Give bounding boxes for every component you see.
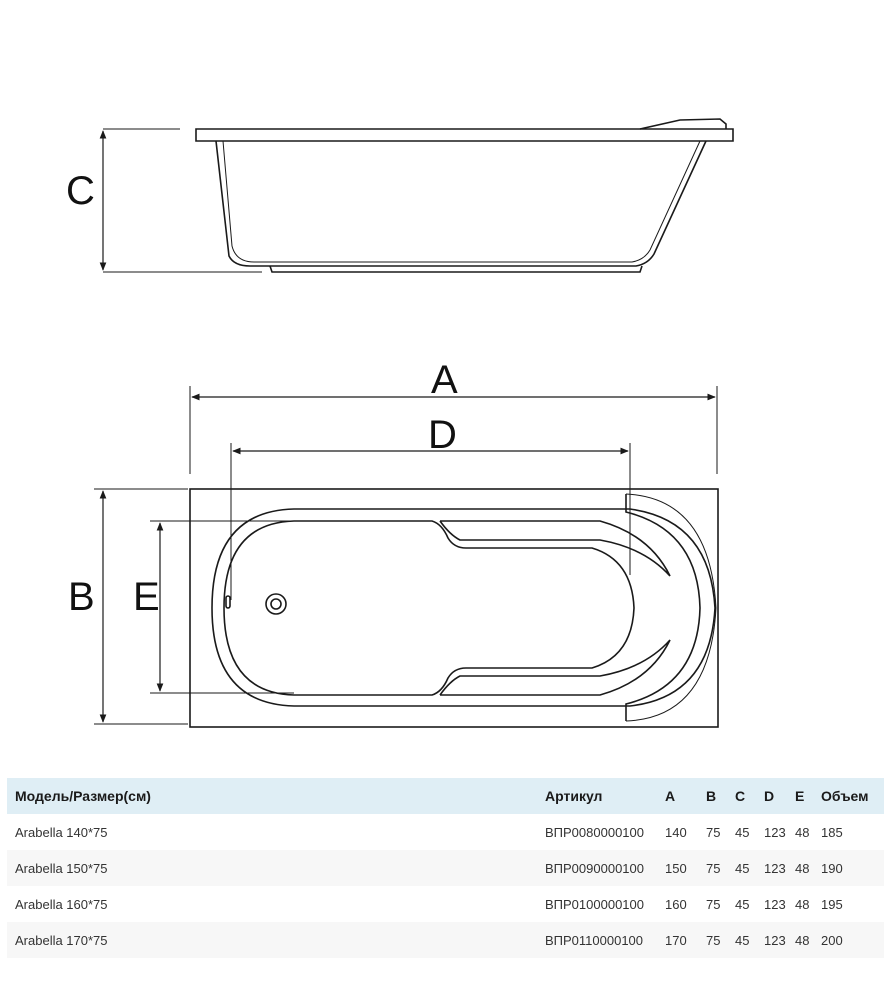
header-e: E bbox=[795, 778, 821, 814]
cell-c: 45 bbox=[735, 896, 750, 912]
cell-b: 75 bbox=[706, 824, 721, 840]
cell-b: 75 bbox=[706, 922, 735, 958]
cell-model: Arabella 170*75 bbox=[7, 922, 545, 958]
headrest-profile bbox=[640, 119, 726, 129]
cell-article: ВПР0110000100 bbox=[545, 922, 665, 958]
cell-article: ВПР0080000100 bbox=[545, 824, 644, 840]
side-view bbox=[103, 119, 733, 272]
cell-article: ВПР0090000100 bbox=[545, 850, 665, 886]
tub-body bbox=[216, 141, 706, 266]
cell-model: Arabella 140*75 bbox=[15, 824, 108, 840]
cell-volume: 190 bbox=[821, 850, 884, 886]
dimension-b-label: B bbox=[68, 575, 95, 619]
header-article: Артикул bbox=[545, 778, 665, 814]
header-volume: Объем bbox=[821, 778, 884, 814]
cell-d: 123 bbox=[764, 824, 786, 840]
cell-a: 160 bbox=[665, 896, 687, 912]
cell-b: 75 bbox=[706, 896, 721, 912]
dimension-d-label: D bbox=[428, 413, 457, 457]
cell-c: 45 bbox=[735, 824, 750, 840]
cell-e: 48 bbox=[795, 824, 810, 840]
cell-a: 150 bbox=[665, 850, 706, 886]
cell-d: 123 bbox=[764, 896, 786, 912]
cell-volume: 185 bbox=[821, 824, 843, 840]
cell-e: 48 bbox=[795, 850, 821, 886]
cell-article: ВПР0100000100 bbox=[545, 896, 644, 912]
header-d: D bbox=[764, 778, 795, 814]
top-view bbox=[94, 386, 718, 727]
cell-c: 45 bbox=[735, 922, 764, 958]
cell-volume: 195 bbox=[821, 896, 843, 912]
table-header-row bbox=[7, 778, 884, 814]
table-row bbox=[7, 922, 884, 958]
dimension-a-label: A bbox=[431, 358, 458, 402]
headrest-area bbox=[626, 494, 700, 721]
table-row bbox=[7, 850, 884, 886]
tub-rim bbox=[196, 129, 733, 141]
table-row bbox=[7, 886, 884, 922]
overflow-icon bbox=[226, 596, 230, 608]
header-model: Модель/Размер(см) bbox=[7, 778, 545, 814]
cell-model: Arabella 150*75 bbox=[7, 850, 545, 886]
cell-d: 123 bbox=[764, 850, 795, 886]
cell-e: 48 bbox=[795, 922, 821, 958]
drain-icon bbox=[266, 594, 286, 614]
cell-c: 45 bbox=[735, 850, 764, 886]
header-c: C bbox=[735, 778, 764, 814]
specification-table bbox=[7, 778, 884, 958]
header-a: A bbox=[665, 778, 706, 814]
cell-e: 48 bbox=[795, 896, 810, 912]
dimension-e-label: E bbox=[133, 575, 160, 619]
cell-d: 123 bbox=[764, 922, 795, 958]
cell-a: 140 bbox=[665, 824, 687, 840]
header-b: B bbox=[706, 778, 735, 814]
cell-model: Arabella 160*75 bbox=[15, 896, 108, 912]
cell-volume: 200 bbox=[821, 922, 884, 958]
dimension-c-label: C bbox=[66, 169, 95, 213]
cell-b: 75 bbox=[706, 850, 735, 886]
tub-base bbox=[270, 266, 642, 272]
cell-a: 170 bbox=[665, 922, 706, 958]
table-row bbox=[7, 814, 884, 850]
